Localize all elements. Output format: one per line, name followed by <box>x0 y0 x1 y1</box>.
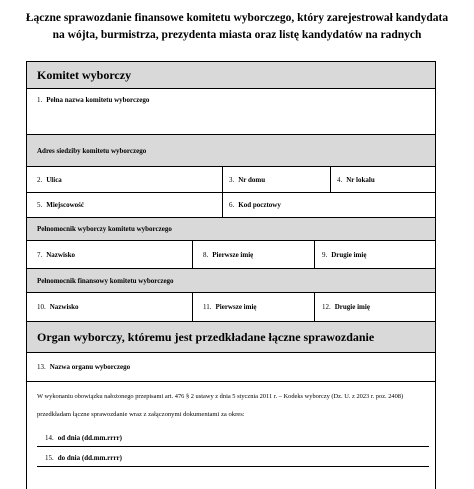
election-proxy-row <box>27 241 435 269</box>
address-section-header: Adres siedziby komitetu wyborczego <box>27 135 435 167</box>
city-field[interactable]: 5. Miejscowość <box>37 201 84 209</box>
report-form <box>26 61 436 489</box>
statement-line-1: W wykonaniu obowiązku nałożonego przepisami art. 476 § 2 ustawy z dnia 5 stycznia 2011 r. – Kodeks wyborczy (Dz. U. z 2023 r. poz. 2408) <box>37 393 404 400</box>
financial-second-name-field[interactable]: 12. Drugie imię <box>314 293 435 321</box>
statement-block <box>27 382 435 489</box>
period-from-field[interactable]: 14. od dnia (dd.mm.rrrr) <box>37 429 429 447</box>
committee-section-header: Komitet wyborczy <box>27 62 435 89</box>
authority-section-header: Organ wyborczy, któremu jest przedkładane łączne sprawozdanie <box>27 322 435 353</box>
house-number-field[interactable]: 3. Nr domu <box>222 167 330 192</box>
authority-name-field[interactable]: 13. Nazwa organu wyborczego <box>27 353 435 382</box>
financial-surname-field[interactable]: 10. Nazwisko <box>37 303 79 311</box>
election-proxy-header: Pełnomocnik wyborczy komitetu wyborczego <box>27 218 435 241</box>
proxy-first-name-field[interactable]: 8. Pierwsze imię <box>192 241 314 268</box>
street-field[interactable]: 2. Ulica <box>37 175 62 184</box>
title-line-1: Łączne sprawozdanie finansowe komitetu wyborczego, który zarejestrował kandydata <box>25 12 449 24</box>
apartment-number-field[interactable]: 4. Nr lokalu <box>330 167 435 192</box>
financial-proxy-header: Pełnomocnik finansowy komitetu wyborczego <box>27 269 435 293</box>
postal-code-field[interactable]: 6. Kod pocztowy <box>222 193 435 217</box>
title-line-2: na wójta, burmistrza, prezydenta miasta oraz listę kandydatów na radnych <box>52 29 422 41</box>
proxy-second-name-field[interactable]: 9. Drugie imię <box>314 241 435 268</box>
address-row-2 <box>27 193 435 218</box>
period-to-field[interactable]: 15. do dnia (dd.mm.rrrr) <box>37 449 429 467</box>
address-row-1 <box>27 167 435 193</box>
proxy-surname-field[interactable]: 7. Nazwisko <box>37 250 76 259</box>
committee-name-field[interactable]: 1. Pełna nazwa komitetu wyborczego <box>27 89 435 135</box>
statement-line-2: przedkładam łączne sprawozdanie wraz z załączonymi dokumentami za okres: <box>37 411 245 418</box>
financial-first-name-field[interactable]: 11. Pierwsze imię <box>192 293 314 321</box>
financial-proxy-row <box>27 293 435 322</box>
document-title <box>0 10 474 44</box>
